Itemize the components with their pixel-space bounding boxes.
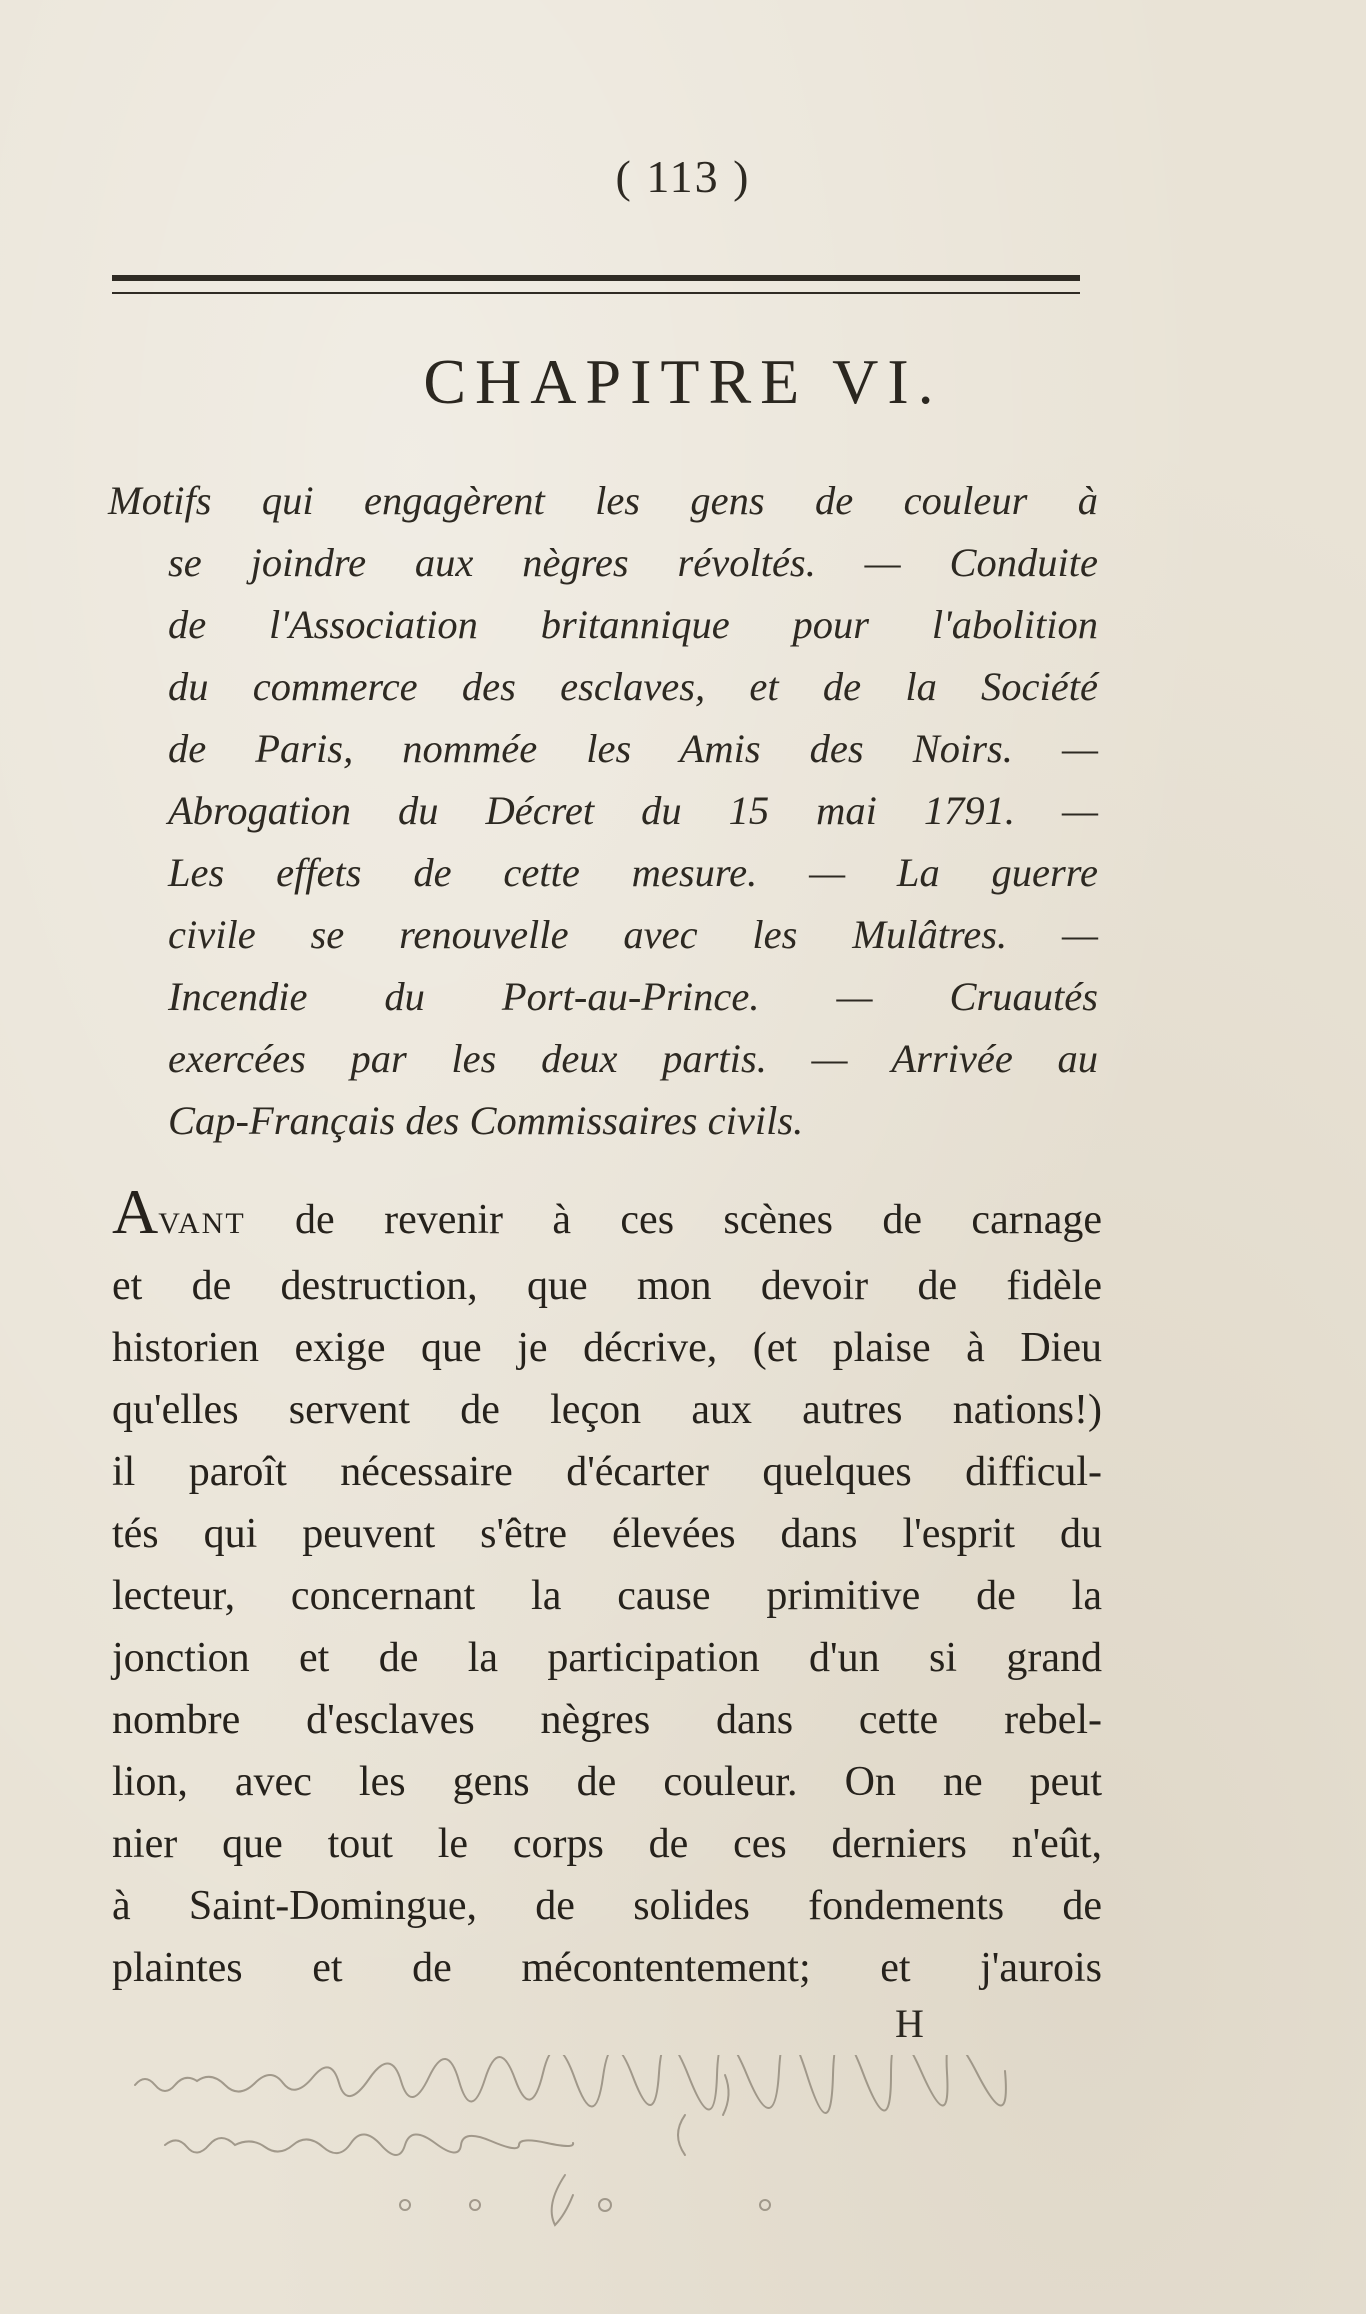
summary-line: Incendie du Port-au-Prince. — Cruautés <box>168 974 1098 1019</box>
body-line: nombre d'esclaves nègres dans cette rebel- <box>112 1697 1102 1743</box>
drop-capital: A <box>112 1176 159 1247</box>
body-line: nier que tout le corps de ces derniers n'eût, <box>112 1821 1102 1867</box>
summary-line: exercées par les deux partis. — Arrivée au <box>168 1036 1098 1081</box>
summary-line: se joindre aux nègres révoltés. — Conduite <box>168 540 1098 585</box>
header-rule-thin <box>112 292 1080 294</box>
summary-line: de Paris, nommée les Amis des Noirs. — <box>168 726 1098 771</box>
body-line: plaintes et de mécontentement; et j'aurois <box>112 1945 1102 1991</box>
small-caps-word: VANT <box>158 1207 246 1240</box>
signature-mark: H <box>895 2001 924 2046</box>
body-first-line <box>112 1176 1102 1255</box>
body-line: il paroît nécessaire d'écarter quelques difficul- <box>112 1449 1102 1495</box>
summary-line: Abrogation du Décret du 15 mai 1791. — <box>168 788 1098 833</box>
chapter-summary <box>108 470 1098 1152</box>
summary-line: Motifs qui engagèrent les gens de couleur à <box>108 478 1098 523</box>
summary-line: Les effets de cette mesure. — La guerre <box>168 850 1098 895</box>
body-line: jonction et de la participation d'un si grand <box>112 1635 1102 1681</box>
body-line: et de destruction, que mon devoir de fidèle <box>112 1263 1102 1309</box>
body-paragraph <box>112 1176 1102 1999</box>
summary-line: du commerce des esclaves, et de la Société <box>168 664 1098 709</box>
body-line: à Saint-Domingue, de solides fondements de <box>112 1883 1102 1929</box>
body-line: tés qui peuvent s'être élevées dans l'esprit du <box>112 1511 1102 1557</box>
summary-line: Cap-Français des Commissaires civils. <box>168 1098 804 1143</box>
body-line: qu'elles servent de leçon aux autres nations!) <box>112 1387 1102 1433</box>
body-line: historien exige que je décrive, (et plaise à Dieu <box>112 1325 1102 1371</box>
page-number: ( 113 ) <box>615 151 751 202</box>
summary-line: de l'Association britannique pour l'abolition <box>168 602 1098 647</box>
header-rule-thick <box>112 275 1080 281</box>
chapter-title: CHAPITRE VI. <box>423 346 943 417</box>
handwritten-annotation <box>125 2055 1225 2235</box>
first-line-text: de revenir à ces scènes de carnage <box>245 1197 1102 1243</box>
summary-line: civile se renouvelle avec les Mulâtres. — <box>168 912 1098 957</box>
body-line: lion, avec les gens de couleur. On ne peut <box>112 1759 1102 1805</box>
body-line: lecteur, concernant la cause primitive de la <box>112 1573 1102 1619</box>
